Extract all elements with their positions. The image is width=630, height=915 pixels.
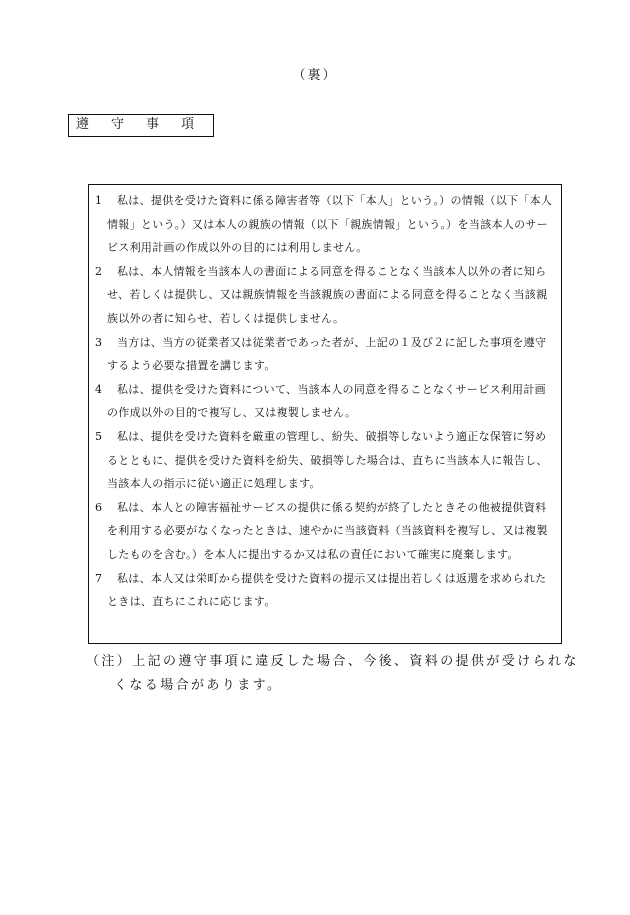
term-item <box>95 567 555 614</box>
term-text: 私は、本人情報を当該本人の書面による同意を得ることなく当該本人以外の者に知らせ、若しくは提供し、又は親族情報を当該親族の書面による同意を得ることなく当該親族以外の者に知らせ、若しくは提供しません。 <box>107 264 548 325</box>
term-number: 2 <box>95 264 103 278</box>
section-title: 遵守事項 <box>68 114 214 137</box>
term-text: 私は、提供を受けた資料を厳重の管理し、紛失、破損等しないよう適正な保管に努めるとともに、提供を受けた資料を紛失、破損等した場合は、直ちに当該本人に報告し、当該本人の指示に従い適正に処理します。 <box>107 429 548 491</box>
term-number: 3 <box>95 335 103 349</box>
footnote: （注）上記の遵守事項に違反した場合、今後、資料の提供が受けられなくなる場合があります。 <box>86 654 579 693</box>
term-number: 6 <box>95 500 103 514</box>
term-text: 当方は、当方の従業者又は従業者であった者が、上記の１及び２に記した事項を遵守するよう必要な措置を講じます。 <box>107 335 547 373</box>
term-text: 私は、本人又は栄町から提供を受けた資料の提示又は提出若しくは返還を求められたときは、直ちにこれに応じます。 <box>107 571 547 609</box>
term-text: 私は、本人との障害福祉サービスの提供に係る契約が終了したときその他被提供資料を利用する必要がなくなったときは、速やかに当該資料（当該資料を複写し、又は複製したものを含む。）を本人に提出するか又は私の責任において確実に廃棄します。 <box>107 500 548 561</box>
page-side-label: （裏） <box>292 68 338 83</box>
term-number: 5 <box>95 429 103 443</box>
term-text: 私は、提供を受けた資料に係る障害者等（以下「本人」という。）の情報（以下「本人情報」という。）又は本人の親族の情報（以下「親族情報」という。）を当該本人のサービス利用計画の作成以外の目的には利用しません。 <box>107 194 553 255</box>
term-number: 1 <box>95 194 103 207</box>
term-item <box>95 425 555 496</box>
term-item <box>95 331 555 378</box>
term-item <box>95 189 555 260</box>
term-item <box>95 260 555 331</box>
terms-box <box>88 184 562 644</box>
term-item <box>95 496 555 567</box>
term-number: 7 <box>95 571 103 585</box>
term-number: 4 <box>95 382 103 396</box>
term-text: 私は、提供を受けた資料について、当該本人の同意を得ることなくサービス利用計画の作成以外の目的で複写し、又は複製しません。 <box>107 382 546 420</box>
term-item <box>95 378 555 425</box>
